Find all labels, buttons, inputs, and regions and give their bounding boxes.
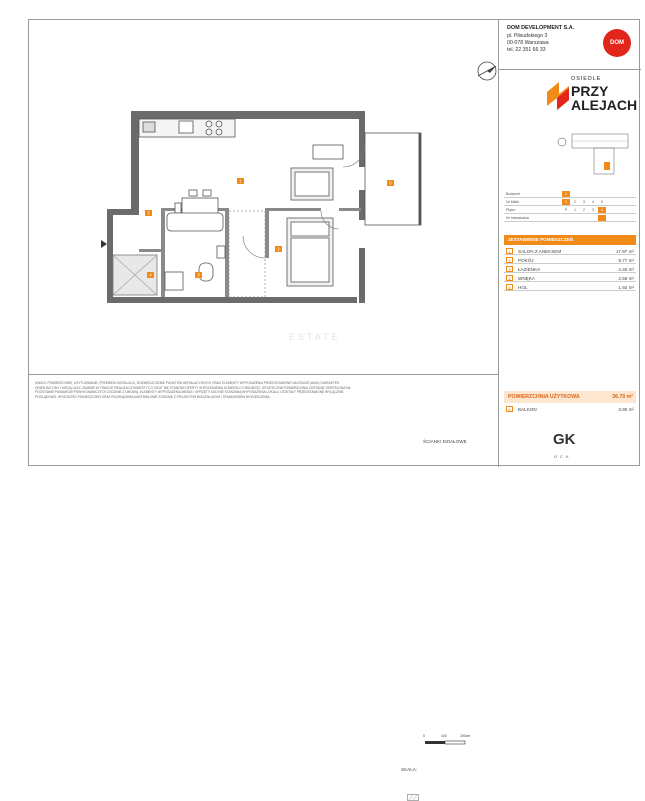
info-cell	[598, 215, 606, 221]
balcony	[365, 133, 421, 225]
room-row	[504, 283, 636, 291]
brand-small-label: OSIEDLE	[571, 76, 602, 82]
info-cell: 5	[601, 200, 603, 204]
info-row-label: Budynek	[506, 192, 520, 196]
info-cell: 2	[583, 208, 585, 212]
balcony-area: 3.90 m²	[618, 407, 634, 412]
room-name: HOL	[518, 285, 528, 290]
room-marker-2-label: 2	[277, 246, 280, 252]
footer-logo-sub: GCK	[554, 454, 572, 459]
info-cell	[571, 215, 579, 221]
room-area: 2.59 m²	[618, 276, 634, 281]
kitchen-counter	[139, 119, 235, 137]
scale-label: SKALA:	[401, 767, 418, 772]
entrance-arrow	[101, 240, 107, 248]
room-marker-1-label: 1	[239, 178, 242, 184]
brand-line-1: PRZY	[571, 83, 609, 99]
room-number: 4	[506, 275, 513, 281]
info-cell: 1	[574, 208, 576, 212]
rooms-heading: ZESTAWIENIE POMIESZCZEŃ	[504, 235, 636, 245]
info-row	[504, 190, 636, 198]
balcony-row	[504, 405, 636, 413]
room-number: 2	[506, 257, 513, 263]
developer-name: DOM DEVELOPMENT S.A.	[507, 25, 575, 31]
developer-address-2: 00-078 Warszawa	[507, 40, 549, 46]
room-area: 9.77 m²	[618, 258, 634, 263]
room-marker-6-label: 6	[389, 180, 392, 186]
watermark-text: ESTATE	[289, 332, 341, 342]
room-area: 4.45 m²	[618, 267, 634, 272]
total-area-label: POWIERZCHNIA UŻYTKOWA	[508, 394, 580, 400]
scale-tick-100: 100	[441, 734, 447, 738]
room-name: SALON Z ANEKSEM	[518, 249, 562, 254]
partition-wall-legend-label: ŚCIANKI DZIAŁOWE	[423, 439, 467, 444]
info-cell: 4	[592, 200, 594, 204]
room-marker-3-label: 3	[197, 272, 200, 278]
total-area-value: 36.70 m²	[612, 394, 633, 400]
key-plan	[554, 132, 634, 178]
info-row-label: Piętro	[506, 208, 516, 212]
info-sidebar	[499, 20, 641, 467]
living-furniture	[291, 145, 343, 200]
info-cell: 1	[562, 191, 570, 197]
balcony-number: 6	[506, 406, 513, 412]
info-cell: 1	[562, 199, 570, 205]
bathroom-fixtures	[165, 213, 225, 290]
plan-area	[29, 20, 499, 375]
scale-bar	[401, 737, 481, 749]
brand-mark-icon	[545, 78, 569, 118]
balcony-name: BALKON	[518, 407, 537, 412]
room-row	[504, 247, 636, 255]
brand-line-2: ALEJACH	[571, 97, 638, 113]
total-area-bar	[504, 391, 636, 403]
apartment-floor-plan	[29, 20, 499, 375]
room-area: 1.92 m²	[618, 285, 634, 290]
room-name: ŁAZIENKA	[518, 267, 541, 272]
footer-logo-mark: GK	[553, 431, 576, 448]
unit-info-table	[504, 190, 636, 222]
room-name: POKÓJ	[518, 258, 534, 263]
room-marker-4-label: 4	[149, 272, 152, 278]
info-row	[504, 198, 636, 206]
north-arrow-icon	[476, 60, 498, 82]
legal-note: UWAGI: POWIERZCHNIE, USYTUOWANIE, PRZEBIEGI INSTALACJI, ROZMIESZCZENIE PUNKTÓW INSTALACYJNYCH ORAZ ELEMENTY WYPOSAŻENIA PRZEDSTAWIONE NA RZUCIE MAJĄ CHARAKTER ORIENTACYJNY I MOGĄ ULEC ZMIANIE W TRAKCIE REALIZACJI INWESTYCJI. RZUT NIE STANOWI OFERTY W ROZUMIENIU KODEKSU CYWILNEGO. OSTATECZNA POWIERZCHNIA ZOSTANIE OKREŚLONA NA PODSTAWIE POMIARÓW POWYKONAWCZYCH ZGODNIE Z UMOWĄ. ELEMENTY WYPOSAŻENIA MEBLE I SPRZĘTY AGD NIE STANOWIĄ WYPOSAŻENIA LOKALU I ZOSTAŁY PRZEDSTAWIONE WYŁĄCZNIE POGLĄDOWO. WYSOKOŚĆ POMIESZCZEŃ ORAZ ROZWIĄZANIA MATERIAŁOWE ZGODNIE Z PROJEKTEM BUDOWLANYM I STANDARDEM WYKOŃCZENIA.	[35, 381, 351, 399]
room-name: WNĘKA	[518, 276, 535, 281]
developer-logo: DOM	[603, 29, 631, 57]
room-row	[504, 265, 636, 273]
room-number: 3	[506, 266, 513, 272]
info-cell: 3	[592, 208, 594, 212]
divider	[499, 69, 641, 70]
developer-phone: tel. 22 351 66 33	[507, 47, 546, 53]
info-row-label: Nr klatki	[506, 200, 519, 204]
info-cell: 3	[583, 200, 585, 204]
info-cell	[562, 215, 570, 221]
legal-footer	[29, 375, 499, 772]
room-area: 17.97 m²	[615, 249, 634, 254]
info-row	[504, 206, 636, 214]
room-row	[504, 274, 636, 282]
info-cell	[589, 215, 597, 221]
room-number: 1	[506, 248, 513, 254]
info-cell: 4	[598, 207, 606, 213]
partition-wall-legend-swatch	[407, 794, 419, 801]
info-cell	[580, 215, 588, 221]
info-cell: P	[564, 208, 568, 212]
info-cell: 2	[574, 200, 576, 204]
floor-plan-sheet	[28, 19, 640, 772]
scale-tick-200: 200cm	[460, 734, 471, 738]
developer-address-1: pl. Piłsudskiego 3	[507, 33, 548, 39]
room-marker-5-label: 5	[147, 210, 150, 216]
room-number: 5	[506, 284, 513, 290]
scale-tick-0: 0	[423, 734, 425, 738]
info-row	[504, 214, 636, 222]
room-row	[504, 256, 636, 264]
partition-wall-hatch	[229, 211, 265, 297]
info-row-label: Nr mieszkania	[506, 216, 529, 220]
bed	[287, 218, 333, 286]
